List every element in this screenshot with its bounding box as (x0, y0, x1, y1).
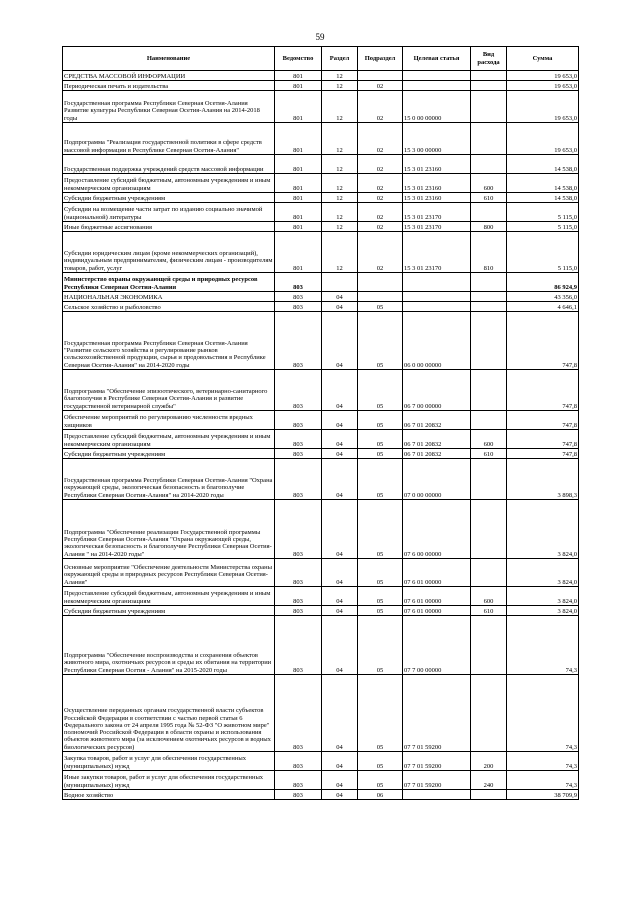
cell-sum: 3 898,3 (507, 459, 579, 500)
cell-department: 803 (275, 790, 322, 800)
cell-department: 803 (275, 370, 322, 411)
cell-department: 803 (275, 459, 322, 500)
cell-name: Иные бюджетные ассигнования (63, 222, 275, 232)
cell-name: Государственная программа Республики Северная Осетия-Алания Развитие культуры Республики Северная Осетия-Алания на 2014-2018 годы (63, 91, 275, 123)
cell-expense-type: 600 (471, 430, 507, 449)
cell-section: 04 (322, 302, 358, 312)
cell-department: 803 (275, 302, 322, 312)
table-row (63, 222, 579, 232)
budget-table (62, 46, 579, 800)
cell-name: Закупка товаров, работ и услуг для обеспечения государственных (муниципальных) нужд (63, 752, 275, 771)
cell-name: Подпрограмма "Реализация государственной политики в сфере средств массовой информации в Республике Северная Осетия-Алания" (63, 123, 275, 155)
header-department: Ведомство (275, 47, 322, 71)
cell-subsection: 02 (358, 91, 403, 123)
cell-subsection: 05 (358, 606, 403, 616)
cell-expense-type (471, 91, 507, 123)
cell-section: 04 (322, 370, 358, 411)
cell-subsection (358, 71, 403, 81)
cell-sum: 74,3 (507, 752, 579, 771)
cell-sum: 14 538,0 (507, 174, 579, 193)
cell-name: НАЦИОНАЛЬНАЯ ЭКОНОМИКА (63, 292, 275, 302)
cell-name: Основные мероприятие "Обеспечение деятельности Министерства охраны окружающей среды и природных ресурсов Республики Северная Осетия-Алания" (63, 559, 275, 587)
cell-section: 12 (322, 71, 358, 81)
cell-sum: 43 356,0 (507, 292, 579, 302)
cell-article: 07 6 01 00000 (403, 606, 471, 616)
cell-sum: 5 115,0 (507, 232, 579, 273)
cell-expense-type: 610 (471, 606, 507, 616)
table-row (63, 193, 579, 203)
table-row (63, 123, 579, 155)
cell-expense-type: 610 (471, 449, 507, 459)
cell-article: 15 3 01 23170 (403, 232, 471, 273)
cell-subsection: 02 (358, 222, 403, 232)
header-name: Наименование (63, 47, 275, 71)
cell-article (403, 790, 471, 800)
cell-expense-type: 600 (471, 587, 507, 606)
table-row (63, 752, 579, 771)
cell-name: Субсидии на возмещение части затрат по изданию социально значимой (национальной) литературы (63, 203, 275, 222)
cell-section: 12 (322, 81, 358, 91)
cell-article: 07 0 00 00000 (403, 459, 471, 500)
table-row (63, 771, 579, 790)
cell-department: 801 (275, 155, 322, 174)
cell-name: Субсидии юридическим лицам (кроме некоммерческих организаций), индивидуальным предпринимателям, физическим лицам - производителям товаров, работ, услуг (63, 232, 275, 273)
cell-article: 07 7 01 59200 (403, 752, 471, 771)
cell-section (322, 273, 358, 292)
cell-section: 04 (322, 752, 358, 771)
cell-department: 803 (275, 675, 322, 752)
cell-subsection (358, 292, 403, 302)
cell-section: 12 (322, 203, 358, 222)
cell-subsection: 02 (358, 155, 403, 174)
cell-sum: 5 115,0 (507, 203, 579, 222)
cell-sum: 747,8 (507, 312, 579, 370)
cell-subsection: 05 (358, 312, 403, 370)
cell-expense-type (471, 71, 507, 81)
cell-article: 07 7 01 59200 (403, 675, 471, 752)
cell-department: 803 (275, 273, 322, 292)
cell-sum: 747,8 (507, 370, 579, 411)
cell-expense-type: 200 (471, 752, 507, 771)
cell-name: Субсидии бюджетным учреждениям (63, 606, 275, 616)
cell-sum: 19 653,0 (507, 91, 579, 123)
cell-section: 12 (322, 91, 358, 123)
cell-department: 801 (275, 232, 322, 273)
cell-department: 801 (275, 71, 322, 81)
cell-name: Государственная программа Республики Северная Осетия-Алания "Охрана окружающей среды, экологическая безопасность и благополучие Республики Северная Осетия-Алания" на 2014-2020 годы (63, 459, 275, 500)
cell-article: 15 0 00 00000 (403, 91, 471, 123)
cell-name: Сельское хозяйство и рыболовство (63, 302, 275, 312)
cell-expense-type (471, 302, 507, 312)
cell-name: Иные закупки товаров, работ и услуг для обеспечения государственных (муниципальных) нужд (63, 771, 275, 790)
cell-subsection: 05 (358, 430, 403, 449)
table-row (63, 91, 579, 123)
table-row (63, 411, 579, 430)
cell-expense-type (471, 790, 507, 800)
cell-subsection: 02 (358, 203, 403, 222)
cell-department: 801 (275, 222, 322, 232)
cell-name: Водное хозяйство (63, 790, 275, 800)
cell-department: 803 (275, 312, 322, 370)
cell-article: 15 3 01 23160 (403, 174, 471, 193)
cell-article: 06 0 00 00000 (403, 312, 471, 370)
cell-department: 803 (275, 449, 322, 459)
cell-section: 04 (322, 790, 358, 800)
cell-article: 06 7 01 20832 (403, 449, 471, 459)
cell-article: 06 7 01 20832 (403, 411, 471, 430)
table-row (63, 449, 579, 459)
cell-department: 803 (275, 411, 322, 430)
cell-section: 12 (322, 193, 358, 203)
cell-subsection: 05 (358, 559, 403, 587)
cell-name: Обеспечение мероприятий по регулированию численности вредных хищников (63, 411, 275, 430)
cell-article: 06 7 01 20832 (403, 430, 471, 449)
cell-sum: 747,8 (507, 411, 579, 430)
cell-department: 803 (275, 616, 322, 675)
cell-sum: 3 824,0 (507, 587, 579, 606)
cell-sum: 19 653,0 (507, 81, 579, 91)
cell-article: 07 7 00 00000 (403, 616, 471, 675)
cell-department: 803 (275, 587, 322, 606)
cell-section: 12 (322, 232, 358, 273)
cell-article: 15 3 01 23160 (403, 155, 471, 174)
cell-expense-type: 610 (471, 193, 507, 203)
header-sum: Сумма (507, 47, 579, 71)
cell-department: 803 (275, 559, 322, 587)
cell-article (403, 71, 471, 81)
cell-article: 06 7 00 00000 (403, 370, 471, 411)
table-row (63, 302, 579, 312)
cell-sum: 74,3 (507, 675, 579, 752)
table-row (63, 606, 579, 616)
table-row (63, 430, 579, 449)
cell-subsection (358, 273, 403, 292)
cell-sum: 3 824,0 (507, 559, 579, 587)
cell-name: Предоставление субсидий бюджетным, автономным учреждениям и иным некоммерческим организациям (63, 174, 275, 193)
cell-article (403, 302, 471, 312)
cell-name: Подпрограмма "Обеспечение реализации Государственной программы Республики Северная Осетия-Алания "Охрана окружающей среды, экологическая безопасность и благополучие Республики Северная Осетия-Алания " на 2014-2020 годы" (63, 500, 275, 559)
cell-section: 04 (322, 559, 358, 587)
cell-article: 15 3 01 23170 (403, 203, 471, 222)
cell-sum: 3 824,0 (507, 500, 579, 559)
table-row (63, 790, 579, 800)
cell-article: 07 7 01 59200 (403, 771, 471, 790)
cell-section: 04 (322, 500, 358, 559)
cell-expense-type: 800 (471, 222, 507, 232)
cell-department: 803 (275, 771, 322, 790)
cell-name: СРЕДСТВА МАССОВОЙ ИНФОРМАЦИИ (63, 71, 275, 81)
cell-article: 15 3 01 23160 (403, 193, 471, 203)
table-row (63, 312, 579, 370)
cell-section: 04 (322, 449, 358, 459)
cell-subsection: 05 (358, 616, 403, 675)
cell-subsection: 05 (358, 449, 403, 459)
cell-department: 803 (275, 500, 322, 559)
cell-section: 04 (322, 675, 358, 752)
cell-sum: 747,8 (507, 430, 579, 449)
table-body (63, 71, 579, 800)
cell-section: 04 (322, 459, 358, 500)
header-expense-type: Вид расхода (471, 47, 507, 71)
cell-section: 04 (322, 292, 358, 302)
cell-article (403, 81, 471, 91)
cell-expense-type (471, 675, 507, 752)
cell-expense-type (471, 312, 507, 370)
cell-sum: 5 115,0 (507, 222, 579, 232)
cell-subsection: 05 (358, 587, 403, 606)
header-subsection: Подраздел (358, 47, 403, 71)
cell-department: 803 (275, 292, 322, 302)
cell-expense-type (471, 123, 507, 155)
cell-article: 07 6 01 00000 (403, 559, 471, 587)
cell-section: 12 (322, 123, 358, 155)
cell-name: Предоставление субсидий бюджетным, автономным учреждениям и иным некоммерческим организациям (63, 587, 275, 606)
cell-sum: 74,3 (507, 771, 579, 790)
cell-subsection: 02 (358, 232, 403, 273)
cell-sum: 14 538,0 (507, 193, 579, 203)
table-row (63, 203, 579, 222)
cell-sum: 38 709,9 (507, 790, 579, 800)
cell-section: 12 (322, 155, 358, 174)
cell-department: 803 (275, 606, 322, 616)
header-section: Раздел (322, 47, 358, 71)
cell-section: 12 (322, 174, 358, 193)
cell-sum: 747,8 (507, 449, 579, 459)
cell-name: Государственная поддержка учреждений средств массовой информации (63, 155, 275, 174)
table-row (63, 587, 579, 606)
cell-article: 15 3 01 23170 (403, 222, 471, 232)
cell-sum: 74,3 (507, 616, 579, 675)
cell-expense-type (471, 459, 507, 500)
cell-name: Подпрограмма "Обеспечение воспроизводства и сохранения объектов животного мира, охотничьих ресурсов и среды их обитания на территории Республики Северная Осетия - Алания" на 2015-2020 годы (63, 616, 275, 675)
cell-name: Государственная программа Республики Северная Осетия-Алания "Развитие сельского хозяйства и регулирование рынков сельскохозяйственной продукции, сырья и продовольствия в Республике Северная Осетия-Алания" на 2014-2020 годы (63, 312, 275, 370)
cell-article (403, 273, 471, 292)
cell-subsection: 06 (358, 790, 403, 800)
cell-section: 04 (322, 616, 358, 675)
cell-expense-type (471, 411, 507, 430)
table-row (63, 292, 579, 302)
cell-section: 04 (322, 587, 358, 606)
cell-subsection: 05 (358, 500, 403, 559)
cell-expense-type (471, 500, 507, 559)
table-row (63, 500, 579, 559)
table-row (63, 174, 579, 193)
cell-expense-type: 600 (471, 174, 507, 193)
cell-subsection: 05 (358, 675, 403, 752)
table-row (63, 232, 579, 273)
cell-name: Субсидии бюджетным учреждениям (63, 449, 275, 459)
cell-subsection: 05 (358, 302, 403, 312)
table-row (63, 675, 579, 752)
cell-subsection: 02 (358, 174, 403, 193)
table-row (63, 370, 579, 411)
cell-expense-type: 240 (471, 771, 507, 790)
cell-section: 04 (322, 411, 358, 430)
cell-expense-type (471, 616, 507, 675)
cell-name: Периодическая печать и издательства (63, 81, 275, 91)
cell-sum: 86 924,9 (507, 273, 579, 292)
table-row (63, 559, 579, 587)
cell-department: 801 (275, 81, 322, 91)
cell-section: 04 (322, 606, 358, 616)
cell-subsection: 05 (358, 459, 403, 500)
cell-name: Подпрограмма "Обеспечение эпизоотического, ветеринарно-санитарного благополучия в Республике Северная Осетия-Алания и развитие государственной ветеринарной службы" (63, 370, 275, 411)
cell-sum: 19 653,0 (507, 123, 579, 155)
cell-subsection: 02 (358, 193, 403, 203)
cell-sum: 14 538,0 (507, 155, 579, 174)
cell-sum: 19 653,0 (507, 71, 579, 81)
cell-expense-type (471, 370, 507, 411)
cell-article: 15 3 00 00000 (403, 123, 471, 155)
cell-department: 803 (275, 752, 322, 771)
cell-department: 801 (275, 203, 322, 222)
header-article: Целевая статья (403, 47, 471, 71)
cell-expense-type (471, 81, 507, 91)
cell-expense-type (471, 273, 507, 292)
table-row (63, 459, 579, 500)
cell-section: 04 (322, 430, 358, 449)
cell-article (403, 292, 471, 302)
cell-department: 801 (275, 91, 322, 123)
cell-name: Субсидии бюджетным учреждениям (63, 193, 275, 203)
cell-subsection: 05 (358, 411, 403, 430)
cell-expense-type (471, 292, 507, 302)
table-row (63, 616, 579, 675)
cell-department: 801 (275, 123, 322, 155)
cell-name: Предоставление субсидий бюджетным, автономным учреждениям и иным некоммерческим организациям (63, 430, 275, 449)
cell-subsection: 02 (358, 81, 403, 91)
cell-department: 801 (275, 174, 322, 193)
table-row (63, 71, 579, 81)
cell-section: 12 (322, 222, 358, 232)
cell-subsection: 05 (358, 771, 403, 790)
cell-section: 04 (322, 771, 358, 790)
cell-expense-type (471, 155, 507, 174)
cell-department: 803 (275, 430, 322, 449)
cell-sum: 3 824,0 (507, 606, 579, 616)
page-number: 59 (315, 32, 325, 42)
cell-department: 801 (275, 193, 322, 203)
cell-subsection: 05 (358, 752, 403, 771)
cell-name: Осуществление переданных органам государственной власти субъектов Российской Федерации в соответствии с частью первой статьи 6 Федерального закона от 24 апреля 1995 года № 52-ФЗ "О животном мире" полномочий Российской Федерации в области охраны и использования объектов животного мира (за исключением охотничьих ресурсов и водных биологических ресурсов) (63, 675, 275, 752)
cell-sum: 4 646,1 (507, 302, 579, 312)
cell-subsection: 02 (358, 123, 403, 155)
cell-subsection: 05 (358, 370, 403, 411)
cell-expense-type (471, 203, 507, 222)
table-row (63, 81, 579, 91)
cell-name: Министерство охраны окружающей среды и природных ресурсов Республики Северная Осетия-Алания (63, 273, 275, 292)
cell-expense-type (471, 559, 507, 587)
table-row (63, 155, 579, 174)
cell-article: 07 6 01 00000 (403, 587, 471, 606)
cell-section: 04 (322, 312, 358, 370)
cell-expense-type: 810 (471, 232, 507, 273)
table-row (63, 273, 579, 292)
table-header (63, 47, 579, 71)
cell-article: 07 6 00 00000 (403, 500, 471, 559)
